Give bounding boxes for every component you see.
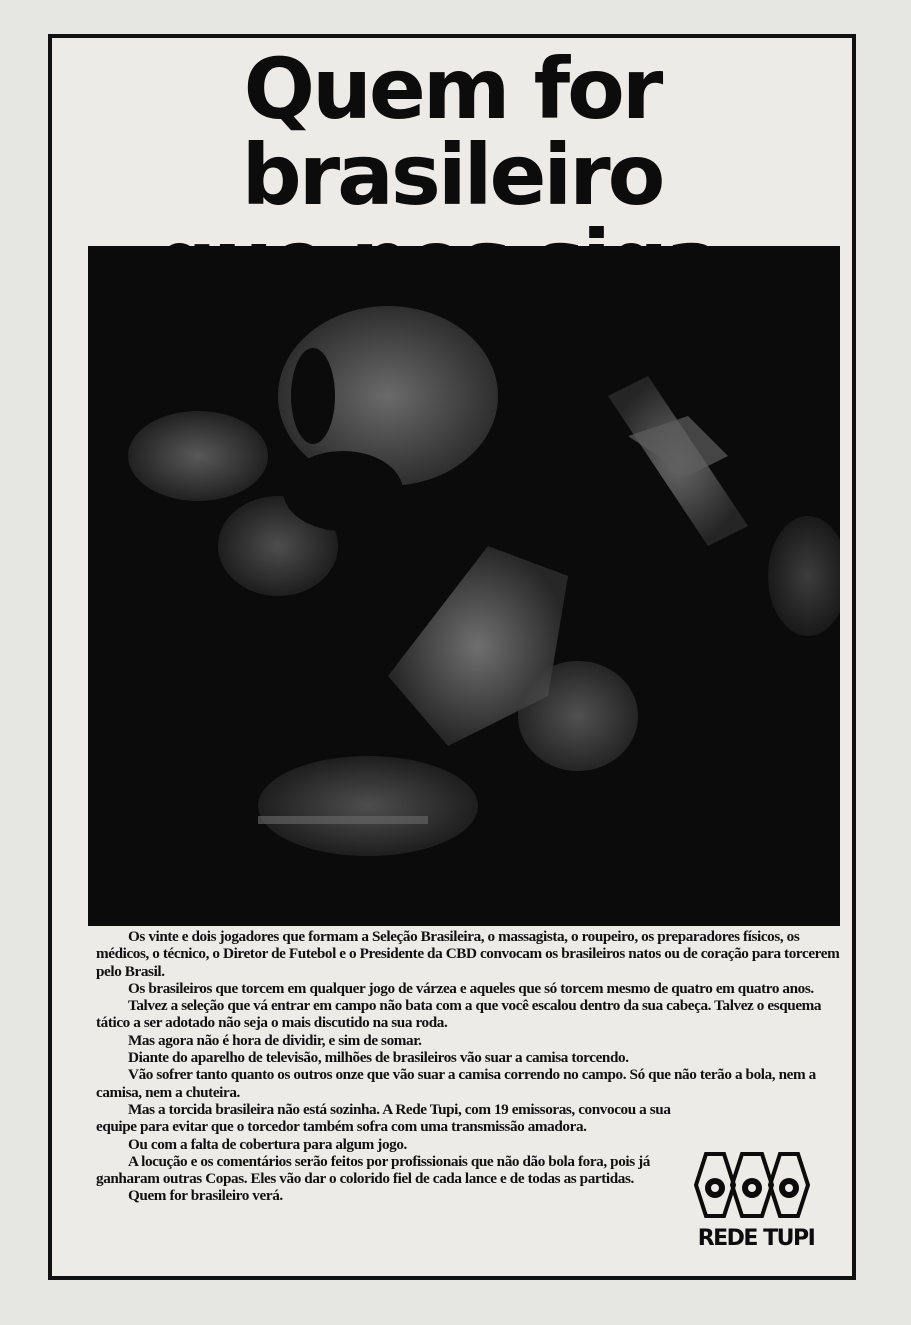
body-paragraph: Mas agora não é hora de dividir, e sim de somar. bbox=[128, 1031, 422, 1049]
headline-line-1: Quem for brasileiro bbox=[241, 40, 663, 224]
body-paragraph: Os vinte e dois jogadores que formam a Seleção Brasileira, o massagista, o roupeiro, os preparadores físicos, os médicos, o técnico, o Diretor de Futebol e o Presidente da CBD convocam os brasileiros natos ou de coração para torcerem pelo Brasil. bbox=[96, 928, 840, 980]
rede-tupi-logo bbox=[690, 1146, 820, 1256]
football-players-photo bbox=[88, 246, 840, 926]
body-paragraph: Quem for brasileiro verá. bbox=[128, 1187, 283, 1205]
photo-image bbox=[88, 246, 840, 926]
body-paragraph: A locução e os comentários serão feitos por profissionais que não dão bola fora, pois já ganharam outras Copas. Eles vão dar o colorido fiel de cada lance e de todas as partidas. bbox=[96, 1152, 650, 1188]
advertisement-frame bbox=[48, 34, 856, 1280]
body-paragraph: Mas a torcida brasileira não está sozinha. A Rede Tupi, com 19 emissoras, convocou a sua equipe para evitar que o torcedor também sofra com uma transmissão amadora. bbox=[96, 1100, 671, 1136]
body-paragraph: Ou com a falta de cobertura para algum jogo. bbox=[128, 1135, 407, 1153]
body-paragraph: Os brasileiros que torcem em qualquer jogo de várzea e aqueles que só torcem mesmo de quatro em quatro anos. bbox=[128, 979, 814, 997]
body-paragraph: Diante do aparelho de televisão, milhões de brasileiros vão suar a camisa torcendo. bbox=[128, 1049, 629, 1067]
rede-tupi-wordmark: REDE TUPI bbox=[697, 1226, 815, 1251]
body-paragraph: Vão sofrer tanto quanto os outros onze que vão suar a camisa correndo no campo. Só que não terão a bola, nem a camisa, nem a chuteira. bbox=[96, 1066, 816, 1101]
rede-tupi-logo-icon bbox=[690, 1146, 814, 1224]
body-paragraph: Talvez a seleção que vá entrar em campo não bata com a que você escalou dentro da sua cabeça. Talvez o esquema tático a ser adotado não seja o mais discutido na sua roda. bbox=[96, 997, 822, 1032]
